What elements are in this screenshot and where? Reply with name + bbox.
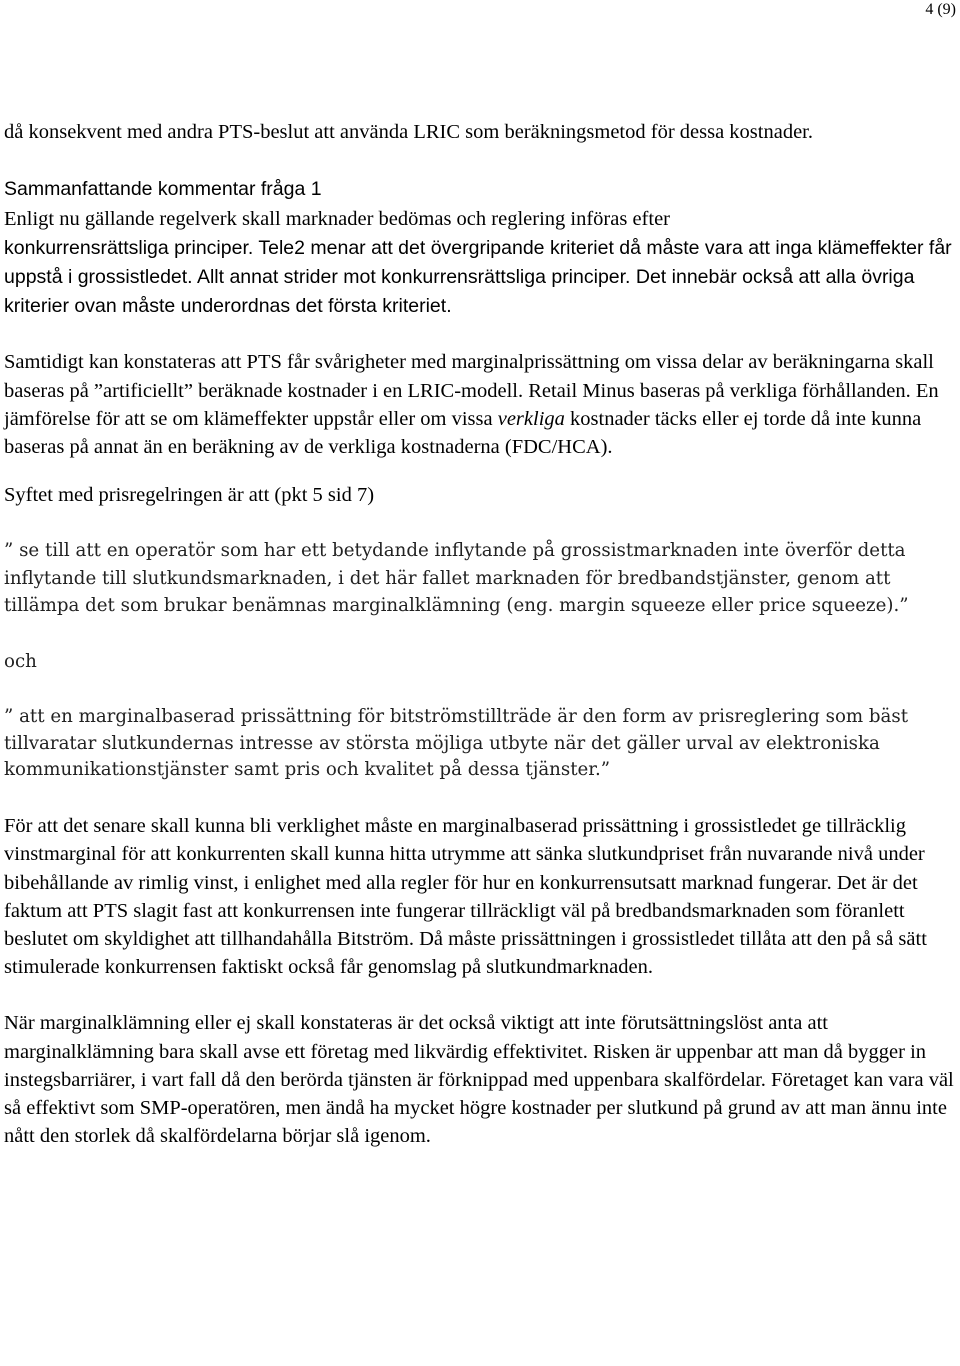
quote-one: ” se till att en operatör som har ett betydande inflytande på grossistmarknaden inte överför detta inflytande till slutkundsmarknaden, i det här fallet marknaden för bredbandstjänster, genom att tillämpa det som brukar benämnas marginalklämning (eng. margin squeeze eller price squeeze).” <box>4 540 909 617</box>
quote-two: ” att en marginalbaserad prissättning för bitströmstillträde är den form av prisreglering som bäst tillvaratar slutkundernas intresse av största möjliga utbyte när det gäller urval av elektroniska kommunikationstjänster samt pris och kvalitet på dessa tjänster.” <box>4 705 909 781</box>
och-line: och <box>4 650 37 672</box>
purpose-line: Syftet med prisregelringen är att (pkt 5 sid 7) <box>4 484 375 507</box>
lric-paragraph <box>4 348 954 461</box>
margin-paragraph: För att det senare skall kunna bli verklighet måste en marginalbaserad prissättning i grossistledet ge tillräcklig vinstmarginal för att konkurrenten skall kunna hitta utrymme att sänka slutkundpriset från nuvarande nivå under bibehållande av rimlig vinst, i enlighet med alla regler för hur en konkurrensutsatt marknad fungerar. Det är det faktum att PTS slagit fast att konkurrensen inte fungerar tillräckligt väl på bredbandsmarknaden som föranlett beslutet om skyldighet att tillhandahålla Bitström. Då måste prissättningen i grossistledet tillåta att den på så sätt stimulerade konkurrensen faktiskt också får genomslag på slutkundmarknaden. <box>4 815 927 979</box>
section-heading: Sammanfattande kommentar fråga 1 <box>4 178 322 201</box>
summary-paragraph-lead: Enligt nu gällande regelverk skall marknader bedömas och reglering införas efter <box>4 208 670 231</box>
lric-paragraph-text-2: kostnader täcks eller ej torde då inte kunna baseras på annat än en beräkning av de verkliga kostnaderna (FDC/HCA). <box>4 407 922 458</box>
lric-paragraph-italic: verkliga <box>497 407 565 430</box>
lric-paragraph-text-1: Samtidigt kan konstateras att PTS får svårigheter med marginalprissättning om vissa delar av beräkningarna skall baseras på ”artificiellt” beräknade kostnader i en LRIC-modell. Retail Minus baseras på verkliga förhållanden. En jämförelse för att se om klämeffekter uppstår eller om vissa <box>4 351 939 430</box>
intro-paragraph: då konsekvent med andra PTS-beslut att använda LRIC som beräkningsmetod för dessa kostnader. <box>4 121 813 143</box>
page-number: 4 (9) <box>925 1 956 18</box>
squeeze-paragraph: När marginalklämning eller ej skall konstateras är det också viktigt att inte förutsättningslöst anta att marginalklämning bara skall avse ett företag med likvärdig effektivitet. Risken är uppenbar att man då bygger in instegsbarriärer, i vart fall då den berörda tjänsten är förknippad med uppenbara skalfördelar. Företaget kan vara väl så effektivt som SMP-operatören, men ändå ha mycket högre kostnader per slutkund på grund av att man ännu inte nått den storlek då skalfördelarna börjar slå igenom. <box>4 1012 954 1148</box>
document-body <box>4 118 954 1150</box>
summary-paragraph: konkurrensrättsliga principer. Tele2 menar att det övergripande kriteriet då måste vara att inga klämeffekter får uppstå i grossistledet. Allt annat strider mot konkurrensrättsliga principer. Det innebär också att alla övriga kriterier ovan måste underordnas det första kriteriet. <box>4 237 952 317</box>
